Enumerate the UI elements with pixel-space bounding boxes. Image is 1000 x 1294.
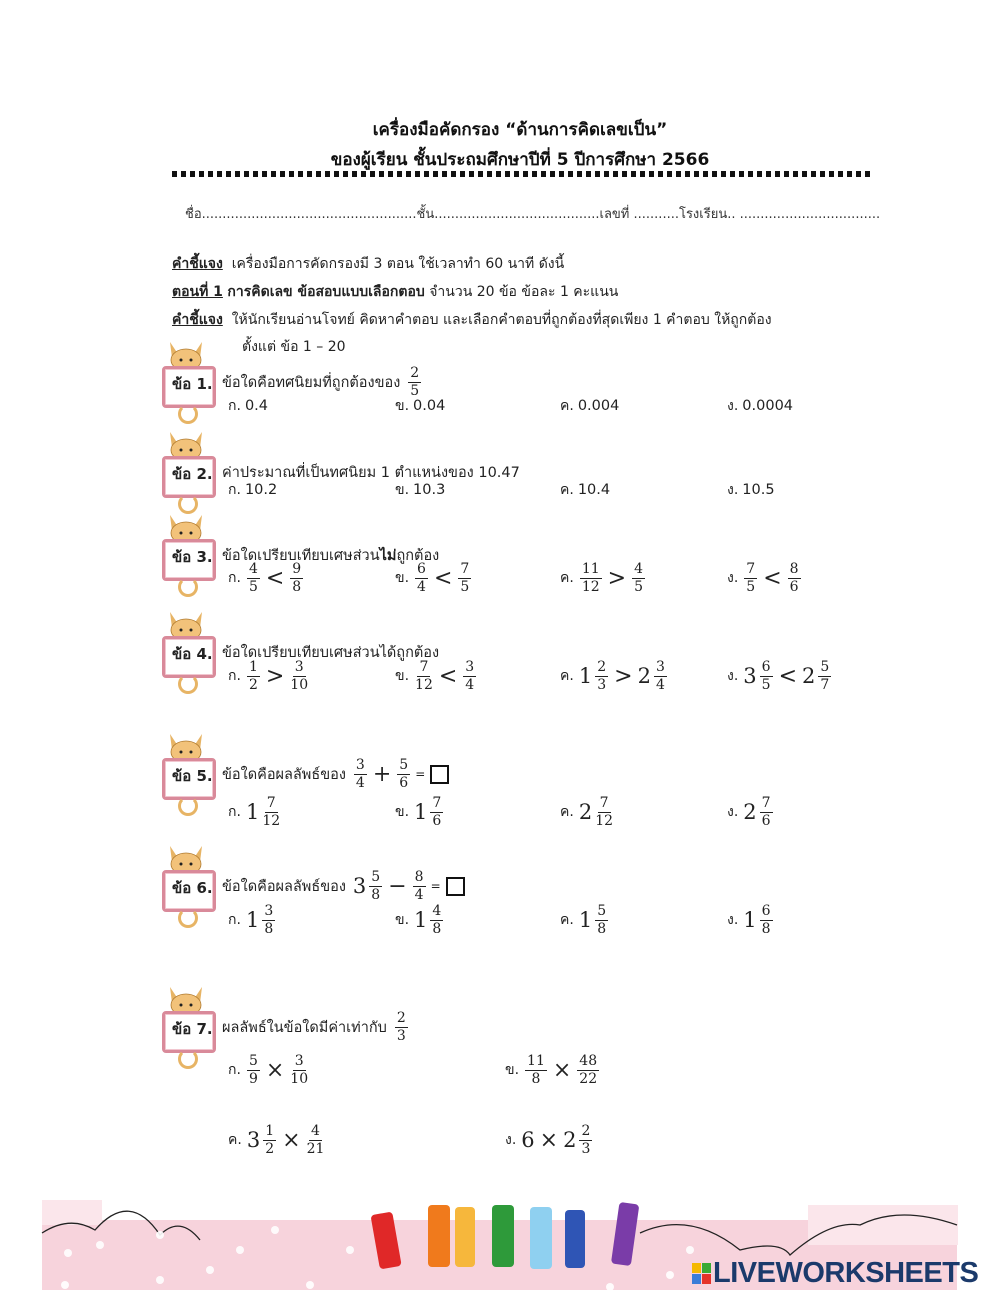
math-operator: > [265,663,285,689]
answer-option[interactable] [395,468,445,512]
whole-number: 3 [246,1128,261,1152]
option-label: ค. [560,668,574,684]
fraction [788,561,801,596]
denominator: 4 [414,886,424,903]
option-value: 10.2 [244,482,278,498]
denominator: 4 [355,774,365,791]
fraction [525,1053,547,1088]
option-label: ง. [727,482,739,498]
part-text: จำนวน 20 ข้อ ข้อละ 1 คะแนน [429,284,619,300]
numerator: 3 [294,658,304,675]
question-number: ข้อ 7. [172,1020,213,1038]
denominator: 3 [396,1027,406,1044]
numerator: 1 [248,658,258,675]
option-label: ง. [727,804,739,820]
denominator: 4 [655,676,665,693]
option-label: ค. [560,804,574,820]
numerator: 3 [465,658,475,675]
option-value: 0.004 [577,398,620,414]
numerator: 5 [399,756,409,773]
numerator: 7 [419,658,429,675]
denominator: 5 [410,382,420,399]
question-number: ข้อ 2. [172,465,213,483]
option-value: 0.4 [244,398,268,414]
part-title: การคิดเลข ข้อสอบแบบเลือกตอบ [227,284,425,300]
answer-option[interactable] [560,654,669,698]
numerator: 2 [410,364,420,381]
math-operator: < [438,663,458,689]
denominator: 8 [371,886,381,903]
denominator: 5 [634,578,644,595]
whole-number: 1 [245,800,260,824]
option-value: 0.04 [413,398,446,414]
numerator: 6 [761,902,771,919]
fraction [430,795,443,830]
numerator: 2 [597,658,607,675]
answer-option[interactable] [228,790,282,834]
numerator: 3 [264,902,274,919]
fraction [369,869,382,904]
option-label: ก. [228,570,241,586]
answer-option[interactable] [727,556,803,600]
numerator: 7 [432,794,442,811]
denominator: 5 [460,578,470,595]
fraction [262,795,280,830]
numerator: 11 [527,1052,545,1069]
numerator: 4 [634,560,644,577]
prompt-expression [393,1010,410,1045]
math-operator: < [433,565,453,591]
math-operator: < [265,565,285,591]
answer-option[interactable] [228,384,268,428]
denominator: 9 [248,1070,258,1087]
answer-option[interactable] [560,468,610,512]
fraction [463,659,476,694]
question-prompt [222,754,449,794]
numerator: 2 [581,1122,591,1139]
answer-option[interactable] [395,790,445,834]
question-prompt [222,1007,410,1047]
answer-option[interactable] [505,1048,601,1092]
denominator: 10 [290,1070,309,1087]
prompt-text: ข้อใดคือทศนิยมที่ถูกต้องของ [222,374,401,391]
fraction [632,561,645,596]
prompt-text: ถูกต้อง [396,547,440,564]
option-label: ค. [560,398,574,414]
instruction-line-2 [172,309,772,331]
answer-option[interactable] [228,468,277,512]
denominator: 4 [465,676,475,693]
fraction [818,659,831,694]
numerator: 3 [294,1052,304,1069]
option-label: ก. [228,804,241,820]
denominator: 3 [581,1140,591,1157]
fraction [290,659,308,694]
fraction [415,561,428,596]
instruction-line-3: ตั้งแต่ ข้อ 1 – 20 [242,339,346,355]
whole-number: 3 [352,874,367,898]
numerator: 11 [581,560,600,577]
denominator: 3 [597,676,607,693]
denominator: 10 [290,676,309,693]
numerator: 7 [761,794,771,811]
numerator: 8 [414,868,424,885]
fraction [415,659,433,694]
worksheet-title: เครื่องมือคัดกรอง “ด้านการคิดเลขเป็น” [372,120,668,140]
answer-option[interactable] [727,790,775,834]
numerator: 7 [266,794,276,811]
prompt-text: ผลลัพธ์ในข้อใดมีค่าเท่ากับ [222,1019,387,1036]
option-label: ก. [228,1062,241,1078]
fraction [744,561,757,596]
denominator: 5 [248,578,258,595]
answer-option[interactable] [395,654,478,698]
option-label: ข. [395,482,410,498]
fraction [760,903,773,938]
prompt-text: ค่าประมาณที่เป็นทศนิยม 1 ตำแหน่งของ 10.47 [222,464,520,481]
math-operator: × [265,1057,285,1083]
numerator: 5 [371,868,381,885]
denominator: 8 [761,920,771,937]
worksheet-subtitle: ของผู้เรียน ชั้นประถมศึกษาปีที่ 5 ปีการศึกษา 2566 [330,150,710,170]
instruction-label: คำชี้แจง [172,312,223,328]
answer-option[interactable] [228,654,310,698]
math-operator: × [552,1057,572,1083]
denominator: 5 [761,676,771,693]
fraction [307,1123,325,1158]
instruction-text: เครื่องมือการคัดกรองมี 3 ตอน ใช้เวลาทำ 60 นาที ดังนี้ [231,256,565,272]
prompt-text: ไม่ [379,547,397,564]
math-operator: × [539,1127,559,1153]
numerator: 4 [248,560,258,577]
whole-number: 1 [414,800,428,824]
prompt-expression [352,757,449,792]
cat-tail-icon [178,577,198,597]
numerator: 48 [579,1052,598,1069]
denominator: 2 [248,676,258,693]
question-number: ข้อ 6. [172,879,213,897]
option-label: ค. [560,482,574,498]
numerator: 7 [599,794,609,811]
question-number: ข้อ 5. [172,767,213,785]
option-label: ข. [505,1062,520,1078]
option-label: ก. [228,912,241,928]
numerator: 4 [432,902,442,919]
answer-option[interactable] [228,1118,326,1162]
prompt-text: ข้อใดคือผลลัพธ์ของ [222,878,346,895]
option-label: ค. [228,1132,242,1148]
whole-number: 1 [578,664,593,688]
denominator: 4 [417,578,426,595]
option-label: ข. [395,398,410,414]
fraction [247,1053,260,1088]
math-operator: + [372,761,392,787]
cat-tail-icon [178,796,198,816]
live-logo-icon [692,1263,711,1284]
option-label: ก. [228,398,241,414]
fraction [247,561,260,596]
fraction [290,1053,308,1088]
option-label: ค. [560,912,574,928]
answer-option[interactable] [727,654,833,698]
part-line [172,281,618,303]
denominator: 6 [789,578,799,595]
fraction [395,1010,408,1045]
option-value: 10.3 [413,482,446,498]
denominator: 6 [432,812,442,829]
answer-option[interactable] [727,384,793,428]
option-label: ข. [395,570,410,586]
denominator: 6 [399,774,409,791]
whole-number: 2 [802,664,816,688]
denominator: 8 [597,920,607,937]
numerator: 7 [460,560,470,577]
answer-option[interactable] [560,556,647,600]
numerator: 8 [789,560,799,577]
answer-option[interactable] [395,384,445,428]
fraction [577,1053,599,1088]
answer-option[interactable] [395,556,473,600]
fraction [458,561,471,596]
whole-number: 2 [563,1128,577,1152]
equals-sign: = [430,879,441,893]
option-label: ง. [727,668,739,684]
cat-tail-icon [178,404,198,424]
answer-option[interactable] [228,556,305,600]
cat-tail-icon [178,494,198,514]
instruction-line-1 [172,253,564,275]
fraction [580,561,602,596]
liveworksheets-logo[interactable] [692,1257,978,1290]
denominator: 21 [306,1140,325,1157]
cat-tail-icon [178,1049,198,1069]
denominator: 8 [432,920,442,937]
fraction [654,659,667,694]
numerator: 2 [396,1009,406,1026]
whole-number: 2 [637,664,651,688]
cat-tail-icon [178,674,198,694]
denominator: 7 [820,676,830,693]
denominator: 2 [265,1140,275,1157]
fraction [430,903,443,938]
prompt-text: ข้อใดเปรียบเทียบเศษส่วน [222,547,380,564]
denominator: 8 [292,578,302,595]
math-operator: > [614,663,633,689]
math-operator: × [282,1127,301,1153]
option-label: ก. [228,482,241,498]
student-info-line[interactable]: ชื่อ....................................................ชั้น........................................เลขที่ ...........โรงเรียน.. .................................. [185,207,881,222]
option-label: ข. [395,912,410,928]
fraction [579,1123,592,1158]
option-label: ง. [727,398,739,414]
denominator: 12 [581,578,600,595]
option-label: ค. [560,570,574,586]
fraction [290,561,303,596]
question-number: ข้อ 3. [172,548,213,566]
numerator: 4 [311,1122,320,1139]
math-operator: − [388,873,407,899]
option-value: 0.0004 [742,398,794,414]
whole-number: 1 [743,908,757,932]
denominator: 8 [264,920,274,937]
denominator: 22 [579,1070,598,1087]
answer-option[interactable] [560,384,619,428]
answer-option[interactable] [727,468,775,512]
answer-box-icon [430,765,449,784]
whole-number: 6 [521,1128,535,1152]
denominator: 12 [262,812,281,829]
numerator: 9 [292,560,302,577]
numerator: 7 [746,560,756,577]
prompt-text: ข้อใดคือผลลัพธ์ของ [222,766,346,783]
option-value: 10.5 [742,482,775,498]
numerator: 5 [248,1052,258,1069]
option-label: ง. [727,912,739,928]
equals-sign: = [415,767,426,781]
fraction [595,795,613,830]
instruction-label: คำชี้แจง [172,256,223,272]
math-operator: < [778,663,798,689]
whole-number: 2 [578,800,593,824]
fraction [262,903,275,938]
answer-option[interactable] [560,898,610,942]
option-label: ก. [228,668,241,684]
math-operator: > [607,565,627,591]
answer-box-icon [446,877,465,896]
answer-option[interactable] [560,790,615,834]
whole-number: 3 [743,664,757,688]
whole-number: 1 [414,908,428,932]
numerator: 1 [265,1122,275,1139]
numerator: 3 [655,658,665,675]
option-label: ง. [505,1132,517,1148]
prompt-text: ข้อใดเปรียบเทียบเศษส่วนได้ถูกต้อง [222,644,440,661]
whole-number: 1 [245,908,260,932]
denominator: 6 [761,812,771,829]
cat-tail-icon [178,908,198,928]
numerator: 5 [820,658,830,675]
option-label: ข. [395,804,410,820]
fraction [595,659,608,694]
fraction [397,757,410,792]
question-number: ข้อ 4. [172,645,213,663]
instruction-text: ให้นักเรียนอ่านโจทย์ คิดหาคำตอบ และเลือกคำตอบที่ถูกต้องที่สุดเพียง 1 คำตอบ ให้ถูกต้อง [231,312,772,328]
numerator: 5 [597,902,607,919]
dotted-divider [172,171,872,177]
denominator: 8 [531,1070,541,1087]
numerator: 6 [417,560,426,577]
answer-option[interactable] [228,1048,310,1092]
whole-number: 1 [578,908,593,932]
fraction [760,795,773,830]
answer-option[interactable] [395,898,445,942]
denominator: 5 [746,578,756,595]
option-label: ข. [395,668,410,684]
denominator: 12 [595,812,614,829]
denominator: 12 [415,676,433,693]
answer-option[interactable] [505,1118,594,1162]
fraction [760,659,773,694]
fraction [263,1123,276,1158]
math-operator: < [763,565,782,591]
fraction [595,903,608,938]
brand-name: LIVEWORKSHEETS [713,1257,979,1289]
fraction [247,659,260,694]
numerator: 3 [355,756,365,773]
answer-option[interactable] [727,898,775,942]
question-number: ข้อ 1. [172,375,213,393]
option-label: ง. [727,570,739,586]
fraction [354,757,367,792]
whole-number: 2 [743,800,757,824]
option-value: 10.4 [577,482,611,498]
answer-option[interactable] [228,898,277,942]
part-label: ตอนที่ 1 [172,284,223,300]
numerator: 6 [761,658,771,675]
